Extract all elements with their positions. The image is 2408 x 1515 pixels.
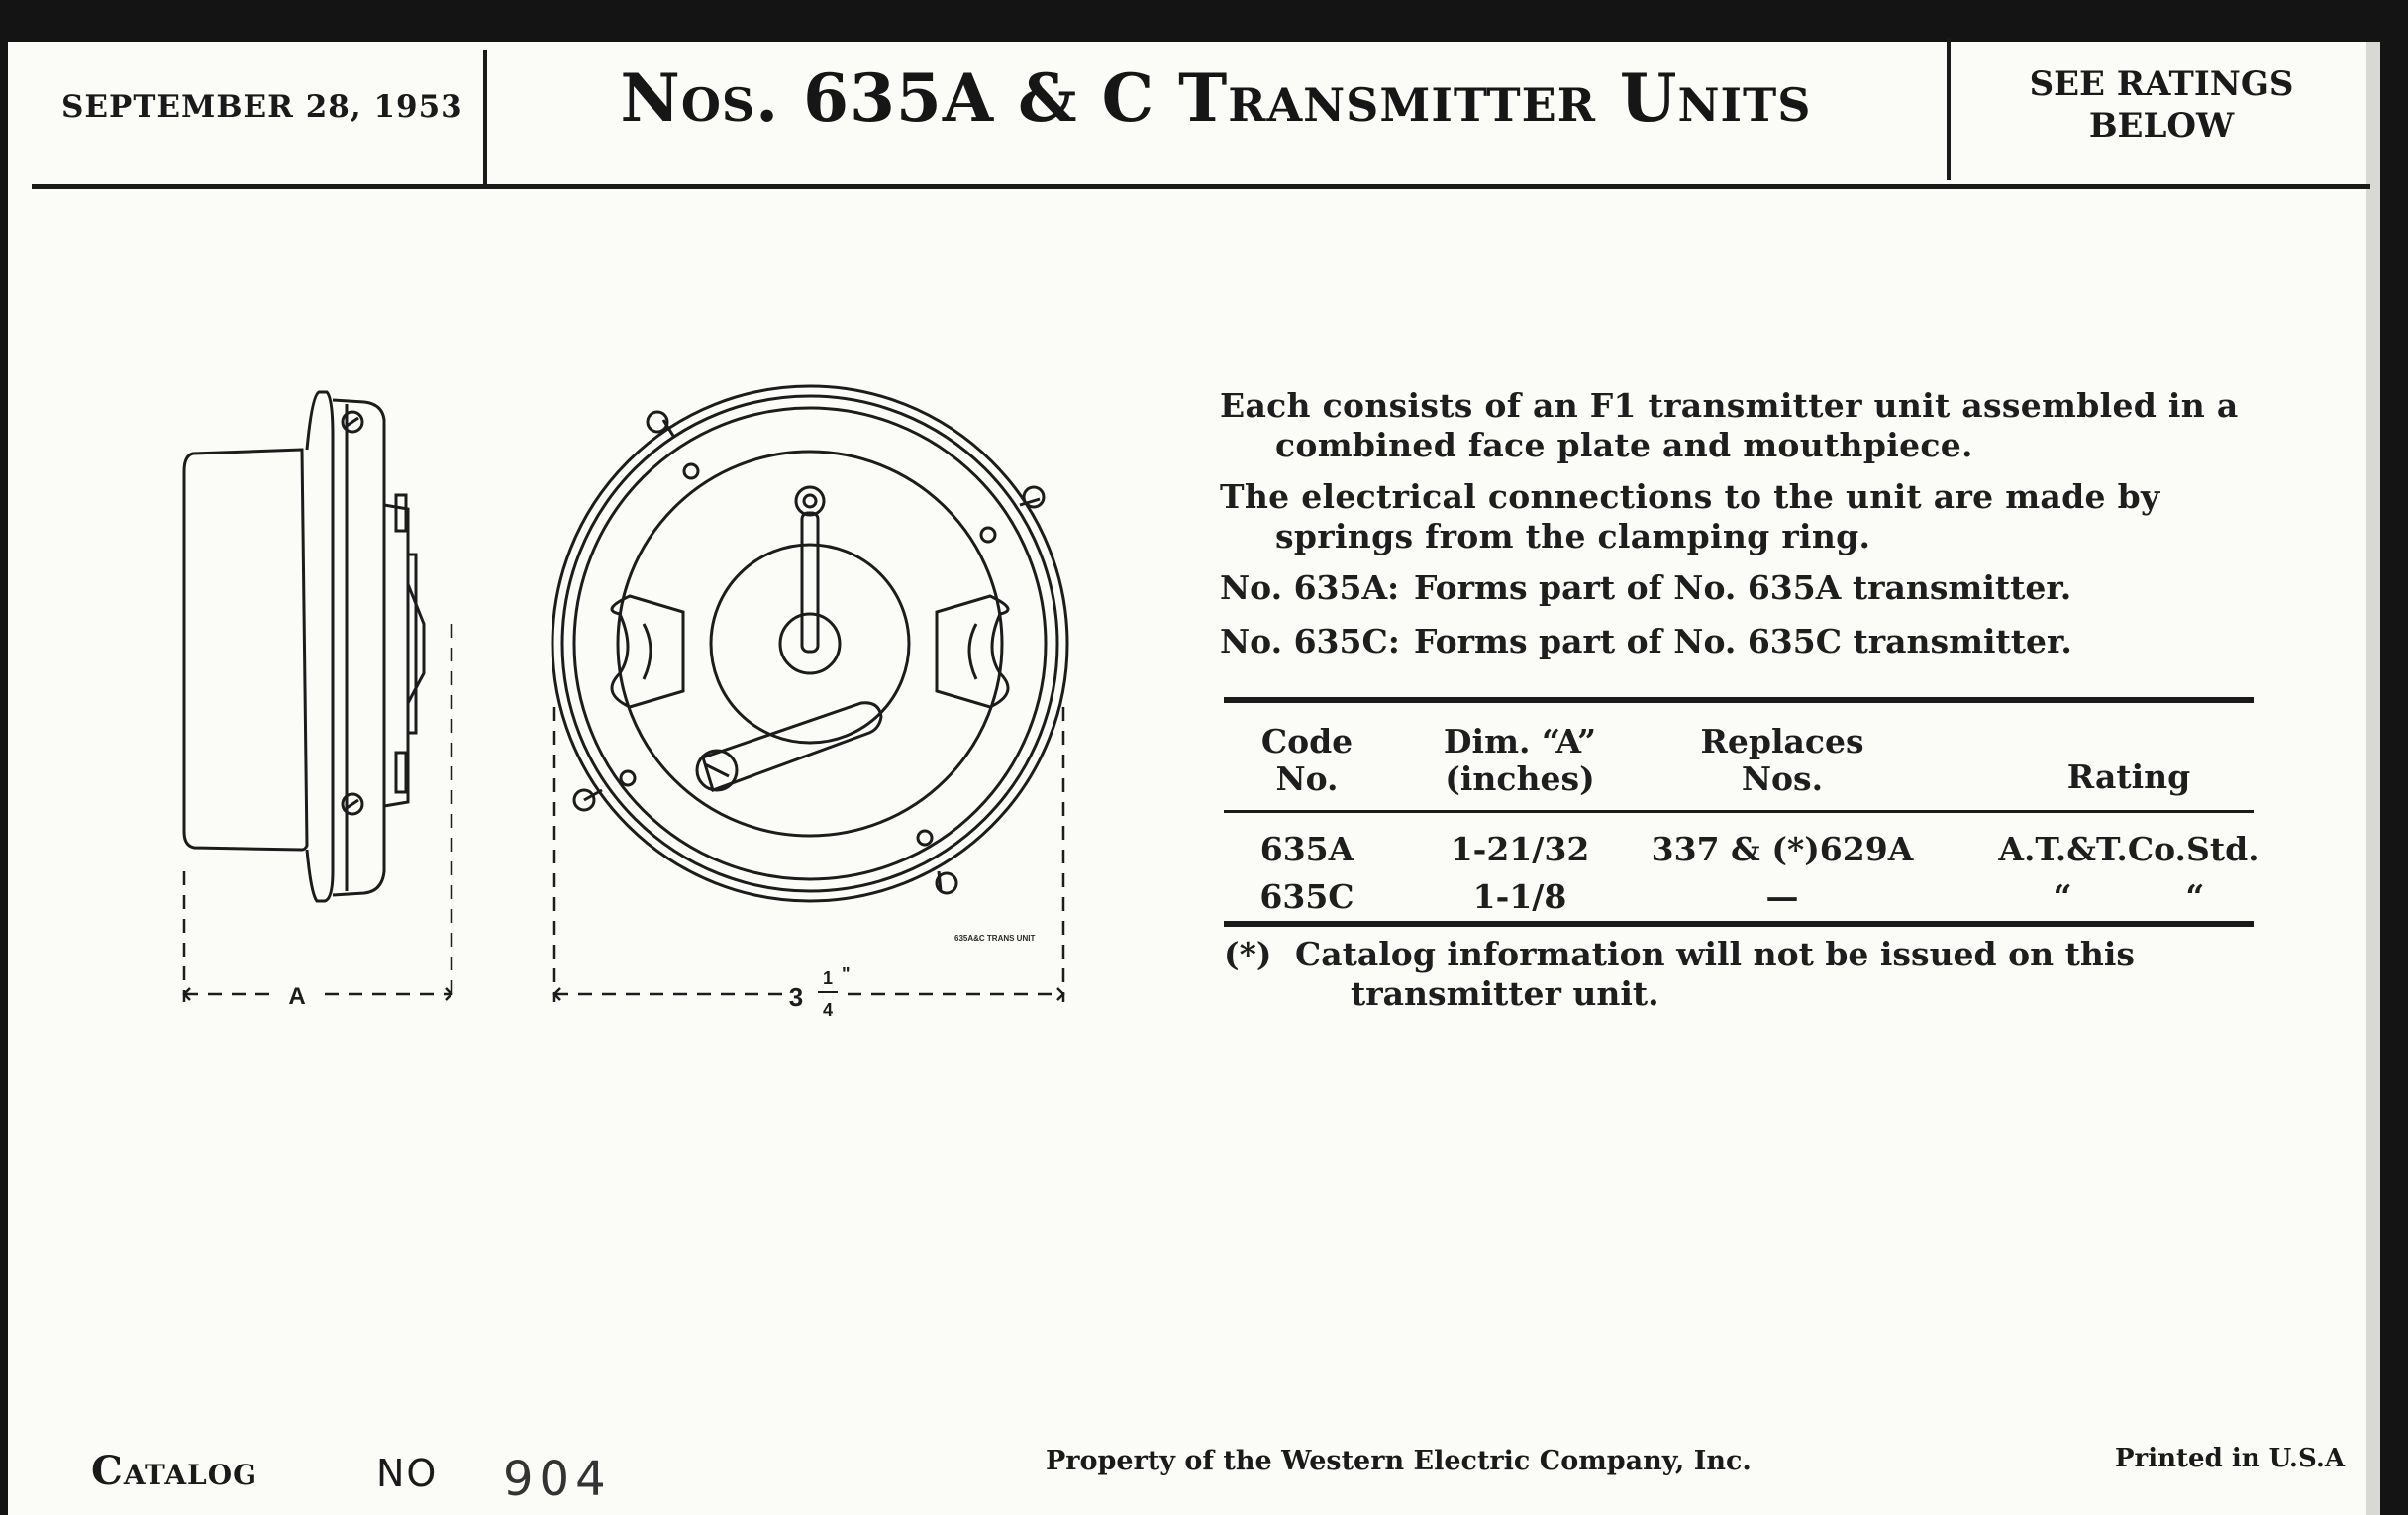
- description: [1220, 386, 2259, 675]
- ratings-line-2: BELOW: [2088, 106, 2235, 146]
- no-label: NO: [376, 1452, 439, 1495]
- item-key: No. 635C:: [1220, 622, 1400, 660]
- printed-notice: Printed in U.S.A: [2115, 1444, 2346, 1473]
- cell-code: 635C: [1259, 877, 1354, 916]
- ratings-note: [1951, 63, 2372, 147]
- header-rule: [32, 184, 2370, 189]
- front-view: [552, 386, 1067, 901]
- page-title: Nos. 635A & C Transmitter Units: [620, 59, 1812, 137]
- header-dim: Dim. “A” (inches): [1443, 722, 1597, 798]
- side-view: [184, 392, 424, 901]
- item-value: Forms part of No. 635A transmitter.: [1414, 568, 2072, 607]
- description-para-1: Each consists of an F1 transmitter unit assembled in a combined face plate and mouthpiece.: [1220, 386, 2239, 464]
- front-view-dimension-denominator: 4: [822, 1000, 834, 1020]
- table-header-rule: [1224, 810, 2254, 813]
- front-view-dimension-unit: ": [842, 964, 851, 984]
- catalog-number: 904: [503, 1452, 612, 1507]
- header-replaces: Replaces Nos.: [1700, 722, 1864, 798]
- header-code: Code No.: [1260, 722, 1354, 798]
- footnote-text: Catalog information will not be issued on this transmitter unit.: [1295, 935, 2135, 1013]
- footnote: [1224, 935, 2254, 1014]
- transmitter-drawing: [149, 376, 1099, 1030]
- cell-replaces: 337 & (*)629A: [1651, 830, 1914, 868]
- description-item: [1220, 622, 2259, 661]
- cell-rating: A.T.&T.Co.Std.: [1998, 830, 2259, 868]
- footnote-mark: (*): [1224, 935, 1272, 973]
- front-view-dimension-numerator: 1: [822, 968, 834, 988]
- description-item: [1220, 568, 2259, 608]
- cell-dim: 1-21/32: [1450, 830, 1590, 868]
- part-stamp: 635A&C TRANS UNIT: [954, 934, 1036, 943]
- table-top-rule: [1224, 697, 2254, 703]
- cell-code: 635A: [1259, 830, 1354, 868]
- table-bottom-rule: [1224, 921, 2254, 927]
- cell-rating: “ “: [2053, 877, 2205, 916]
- issue-date: SEPTEMBER 28, 1953: [61, 89, 463, 125]
- item-key: No. 635A:: [1220, 568, 1400, 607]
- description-para-2: The electrical connections to the unit are made by springs from the clamping ring.: [1220, 477, 2160, 556]
- property-notice: Property of the Western Electric Company, Inc.: [1046, 1446, 1752, 1476]
- side-view-dimension-label: A: [288, 983, 306, 1010]
- catalog-label: Catalog: [91, 1448, 258, 1494]
- ratings-line-1: SEE RATINGS: [2029, 64, 2294, 104]
- item-value: Forms part of No. 635C transmitter.: [1414, 622, 2072, 660]
- header-rating: Rating: [2066, 758, 2191, 796]
- front-view-dimension-whole: 3: [788, 982, 804, 1012]
- cell-replaces: —: [1765, 877, 1799, 916]
- cell-dim: 1-1/8: [1472, 877, 1567, 916]
